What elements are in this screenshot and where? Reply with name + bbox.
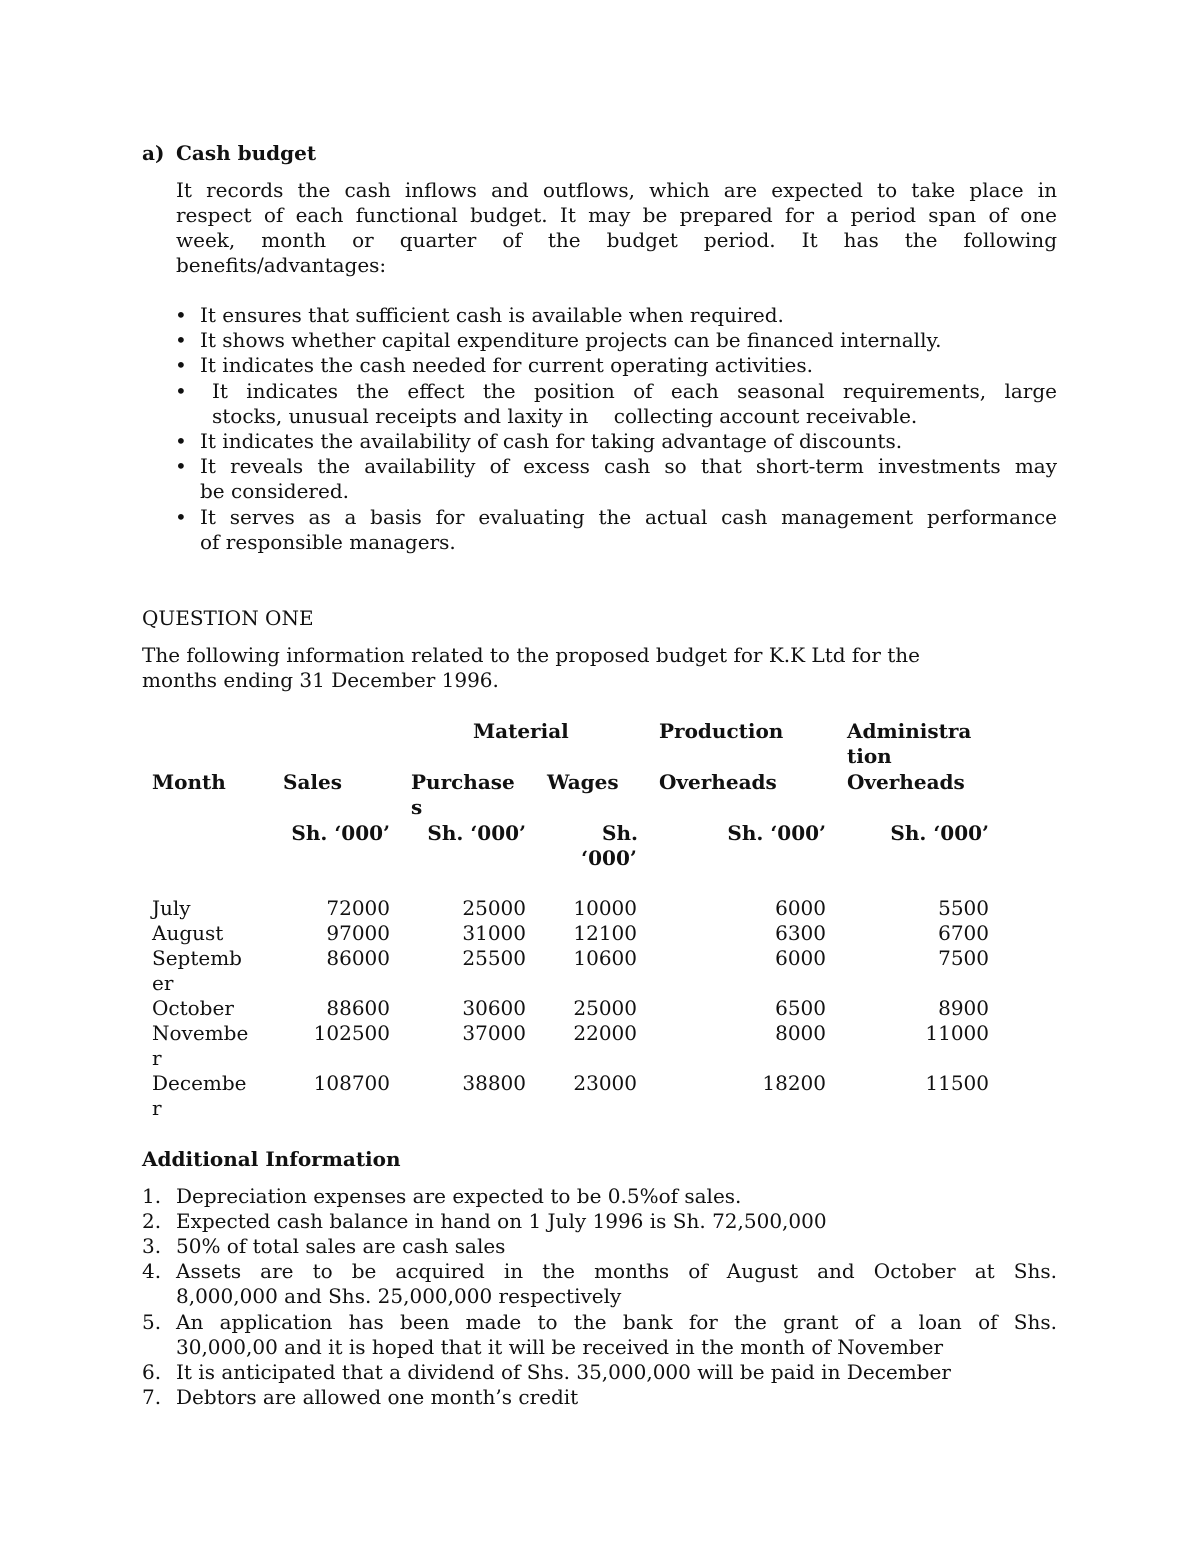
unit-label: Sh. ‘000’ <box>890 821 989 845</box>
column-header-wages: Wages <box>547 770 619 794</box>
cell-production: 8000 <box>775 1021 826 1045</box>
item-text: 8,000,000 and Shs. 25,000,000 respectively <box>176 1284 622 1308</box>
intro-line: respect of each functional budget. It may be prepared for a period span of one <box>176 203 1057 227</box>
bullet-text: It indicates the effect the position of each seasonal requirements, large <box>212 379 1057 403</box>
cell-purchases: 25000 <box>462 896 526 920</box>
bullet-text: It serves as a basis for evaluating the actual cash management performance <box>200 505 1057 529</box>
bullet-text: stocks, unusual receipts and laxity in collecting account receivable. <box>212 404 918 428</box>
item-text: Expected cash balance in hand on 1 July 1996 is Sh. 72,500,000 <box>176 1209 827 1233</box>
cell-purchases: 25500 <box>462 946 526 970</box>
item-text: 30,000,00 and it is hoped that it will be received in the month of November <box>176 1335 944 1359</box>
bullet-icon: • <box>175 454 187 478</box>
cell-wages: 23000 <box>573 1071 637 1095</box>
header-administration: Administra <box>847 719 972 743</box>
cell-admin: 7500 <box>938 946 989 970</box>
unit-label: Sh. <box>602 821 638 845</box>
column-header-production-overheads: Overheads <box>659 770 777 794</box>
unit-label: Sh. ‘000’ <box>291 821 390 845</box>
bullet-text: It reveals the availability of excess cash so that short-term investments may <box>200 454 1057 478</box>
bullet-icon: • <box>175 328 187 352</box>
cell-month: October <box>152 996 234 1020</box>
item-number: 3. <box>142 1234 162 1258</box>
header-production: Production <box>659 719 784 743</box>
column-header-admin-overheads: Overheads <box>847 770 965 794</box>
item-text: An application has been made to the bank for the grant of a loan of Shs. <box>176 1310 1057 1334</box>
bullet-text: It indicates the cash needed for current operating activities. <box>200 353 813 377</box>
bullet-icon: • <box>175 303 187 327</box>
bullet-icon: • <box>175 353 187 377</box>
cell-sales: 72000 <box>326 896 390 920</box>
cell-wages: 22000 <box>573 1021 637 1045</box>
question-intro: The following information related to the proposed budget for K.K Ltd for the <box>142 643 921 667</box>
header-material: Material <box>473 719 569 743</box>
cell-month: r <box>152 1046 162 1070</box>
item-number: 6. <box>142 1360 162 1384</box>
section-marker: a) <box>142 141 165 165</box>
bullet-text: It ensures that sufficient cash is available when required. <box>200 303 784 327</box>
column-header-month: Month <box>152 770 226 794</box>
bullet-text: It indicates the availability of cash for taking advantage of discounts. <box>200 429 903 453</box>
bullet-text: of responsible managers. <box>200 530 456 554</box>
bullet-text: It shows whether capital expenditure projects can be financed internally. <box>200 328 942 352</box>
cell-month: r <box>152 1096 162 1120</box>
item-text: Assets are to be acquired in the months of August and October at Shs. <box>176 1259 1057 1283</box>
item-number: 7. <box>142 1385 162 1409</box>
section-heading: Cash budget <box>176 141 317 165</box>
cell-production: 6500 <box>775 996 826 1020</box>
item-number: 2. <box>142 1209 162 1233</box>
bullet-icon: • <box>175 429 187 453</box>
cell-wages: 10000 <box>573 896 637 920</box>
cell-month: er <box>152 971 174 995</box>
cell-admin: 8900 <box>938 996 989 1020</box>
cell-wages: 25000 <box>573 996 637 1020</box>
question-title: QUESTION ONE <box>142 606 314 630</box>
unit-label: ‘000’ <box>581 846 637 870</box>
cell-production: 18200 <box>762 1071 826 1095</box>
intro-line: It records the cash inflows and outflows, which are expected to take place in <box>176 178 1057 202</box>
cell-purchases: 37000 <box>462 1021 526 1045</box>
bullet-text: be considered. <box>200 479 349 503</box>
intro-line: week, month or quarter of the budget period. It has the following <box>176 228 1057 252</box>
cell-purchases: 31000 <box>462 921 526 945</box>
column-header-purchases: Purchase <box>411 770 515 794</box>
cell-production: 6000 <box>775 896 826 920</box>
column-header-sales: Sales <box>283 770 342 794</box>
header-administration: tion <box>847 744 892 768</box>
item-text: It is anticipated that a dividend of Shs. 35,000,000 will be paid in December <box>176 1360 951 1384</box>
intro-line: benefits/advantages: <box>176 253 387 277</box>
cell-month: August <box>152 921 224 945</box>
bullet-icon: • <box>175 505 187 529</box>
cell-purchases: 38800 <box>462 1071 526 1095</box>
column-header-purchases: s <box>411 795 423 819</box>
item-text: 50% of total sales are cash sales <box>176 1234 506 1258</box>
cell-sales: 108700 <box>313 1071 390 1095</box>
cell-sales: 88600 <box>326 996 390 1020</box>
cell-month: July <box>152 896 191 920</box>
cell-admin: 11000 <box>925 1021 989 1045</box>
cell-production: 6000 <box>775 946 826 970</box>
item-text: Depreciation expenses are expected to be 0.5%of sales. <box>176 1184 742 1208</box>
item-number: 5. <box>142 1310 162 1334</box>
additional-heading: Additional Information <box>142 1147 401 1171</box>
cell-wages: 10600 <box>573 946 637 970</box>
item-number: 1. <box>142 1184 162 1208</box>
unit-label: Sh. ‘000’ <box>427 821 526 845</box>
cell-month: Novembe <box>152 1021 249 1045</box>
question-intro: months ending 31 December 1996. <box>142 668 499 692</box>
item-number: 4. <box>142 1259 162 1283</box>
bullet-icon: • <box>175 379 187 403</box>
cell-wages: 12100 <box>573 921 637 945</box>
item-text: Debtors are allowed one month’s credit <box>176 1385 579 1409</box>
cell-sales: 97000 <box>326 921 390 945</box>
cell-production: 6300 <box>775 921 826 945</box>
cell-admin: 6700 <box>938 921 989 945</box>
unit-label: Sh. ‘000’ <box>727 821 826 845</box>
cell-month: Decembe <box>152 1071 247 1095</box>
cell-admin: 11500 <box>925 1071 989 1095</box>
cell-sales: 102500 <box>313 1021 390 1045</box>
cell-purchases: 30600 <box>462 996 526 1020</box>
cell-admin: 5500 <box>938 896 989 920</box>
cell-month: Septemb <box>152 946 242 970</box>
cell-sales: 86000 <box>326 946 390 970</box>
